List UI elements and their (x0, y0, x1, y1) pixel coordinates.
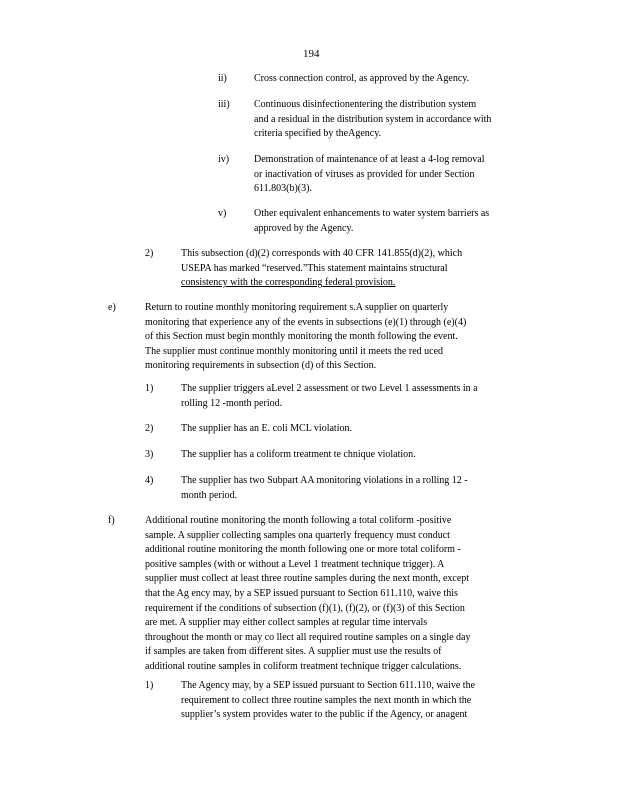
item-label: 2) (145, 423, 154, 434)
item-label: 1) (145, 680, 154, 691)
item-text: The supplier has a coliform treatment te chnique violation. (181, 449, 416, 460)
item-text: The Agency may, by a SEP issued pursuant to Section 611.110, waive the requirement to collect three routine samples the next month in which the supplier’s system provides water to the public if the Agency, or anagent (181, 680, 476, 721)
item-text: The supplier has two Subpart AA monitoring violations in a rolling 12 - month period. (181, 475, 468, 501)
item-label: ii) (218, 73, 227, 84)
item-label: 4) (145, 475, 154, 486)
item-text: Cross connection control, as approved by the Agency. (254, 73, 470, 84)
item-text: This subsection (d)(2) corresponds with 40 CFR 141.855(d)(2), which USEPA has marked “reserved.”This statement maintains structural consistency with the corresponding federal provision. (181, 247, 515, 291)
item-text: Continuous disinfectionentering the distribution system and a residual in the distribution system in accordance with criteria specified by theAgency. (254, 99, 492, 140)
item-label: 1) (145, 383, 154, 394)
item-label: iii) (218, 99, 230, 110)
underlined-text: consistency with the corresponding federal provision. (181, 277, 396, 289)
item-text: Other equivalent enhancements to water system barriers as approved by the Agency. (254, 208, 490, 234)
item-label: v) (218, 208, 227, 219)
page-number: 194 (303, 48, 320, 60)
item-text: Demonstration of maintenance of at least a 4-log removal or inactivation of viruses as provided for under Section 611.803(b)(3). (254, 154, 485, 195)
item-text: Return to routine monthly monitoring requirement s.A supplier on quarterly monitoring that experience any of the events in subsections (e)(1) through (e)(4) of this Section must begin monthly monitoring the month following the event. The supplier must continue monthly monitoring until it meets the red uced monitoring requirements in subsection (d) of this Section. (145, 302, 467, 372)
item-text: The supplier has an E. coli MCL violation. (181, 423, 352, 434)
item-text: Additional routine monitoring the month following a total coliform -positive sample. A supplier collecting samples ona quarterly frequency must conduct additional routine monitoring the month following one or more total coliform - positive samples (with or without a Level 1 treatment technique trigger). A supplier must collect at least three routine samples during the next month, except that the Ag ency may, by a SEP issued pursuant to Section 611.110, waive this requirement if the conditions of subsection (f)(1), (f)(2), or (f)(3) of this Section are met. A supplier may either collect samples at regular time intervals throughout the month or may co llect all required routine samples on a single day if samples are taken from different sites. A supplier must use the results of additional routine samples in coliform treatment technique trigger calculations. (145, 515, 471, 672)
item-text: The supplier triggers aLevel 2 assessment or two Level 1 assessments in a rolling 12 -month period. (181, 383, 478, 409)
item-label: e) (108, 302, 116, 313)
item-label: f) (108, 515, 115, 526)
item-label: iv) (218, 154, 230, 165)
item-label: 2) (145, 248, 154, 259)
item-label: 3) (145, 449, 154, 460)
